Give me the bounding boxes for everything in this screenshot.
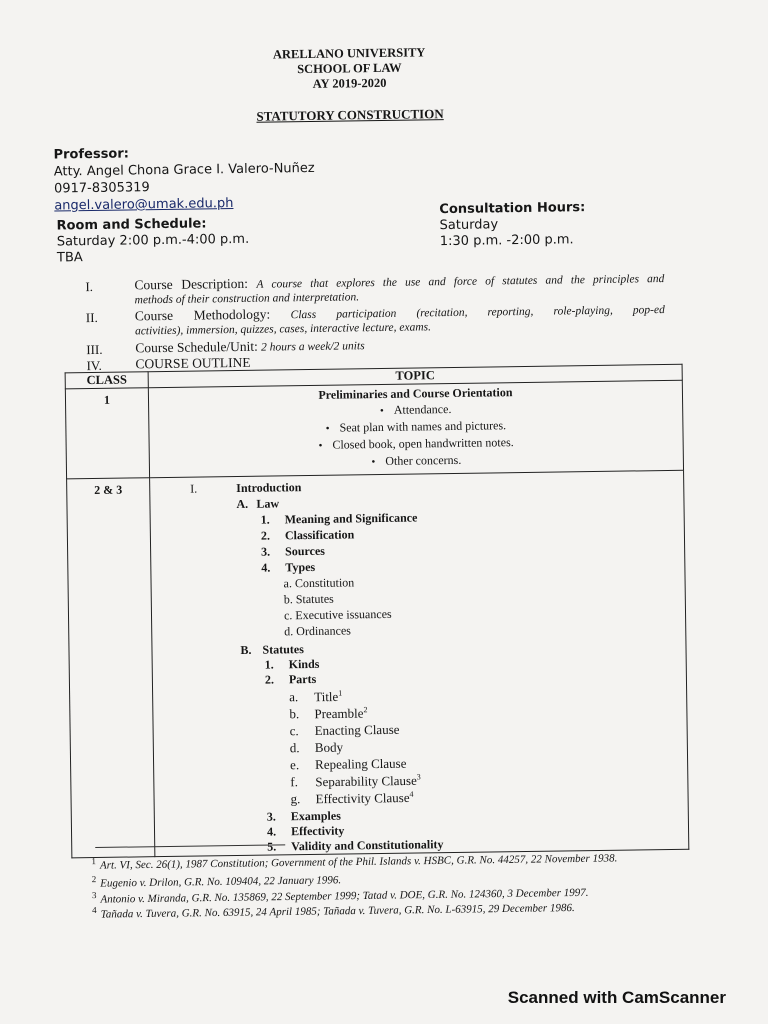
section-number: III.	[86, 341, 103, 358]
university-name: ARELLANO UNIVERSITY	[272, 45, 426, 62]
subtopic-letter: A.	[236, 496, 249, 512]
list-item: Title$^1$	[314, 688, 343, 705]
part-letter: g.	[290, 791, 301, 807]
section-title: COURSE OUTLINE	[135, 354, 251, 372]
list-item: Types	[285, 559, 316, 575]
footnote: $^4$ Tañada v. Tuvera, G.R. No. 63915, 24 April 1985; Tañada v. Tuvera, G.R. No. L-63915, 29 December 1986.	[92, 901, 575, 921]
list-item: Repealing Clause	[314, 755, 407, 772]
professor-email: angel.valero@umak.edu.ph	[54, 196, 234, 214]
consultation-time: 1:30 p.m. -2:00 p.m.	[439, 232, 574, 250]
list-item: Enacting Clause	[314, 721, 400, 738]
item-number: 4.	[261, 560, 271, 575]
part-letter: a.	[289, 689, 299, 705]
column-header-class: CLASS	[65, 372, 148, 389]
course-title: STATUTORY CONSTRUCTION	[256, 106, 444, 124]
list-item: • Attendance.	[149, 398, 682, 422]
list-item: Parts	[288, 671, 317, 687]
item-number: 4.	[266, 824, 277, 839]
list-item: Examples	[290, 808, 341, 824]
section-number: II.	[85, 309, 98, 326]
list-item: • Other concerns.	[150, 449, 683, 473]
list-item: d. Ordinances	[284, 623, 351, 639]
column-header-topic: TOPIC	[148, 364, 682, 387]
item-number: 1.	[264, 657, 274, 672]
academic-year: AY 2019-2020	[312, 75, 387, 91]
camscanner-watermark: Scanned with CamScanner	[507, 988, 726, 1007]
professor-name: Atty. Angel Chona Grace I. Valero-Nuñez	[53, 160, 315, 180]
section-text: 2 hours a week/2 units	[261, 340, 365, 354]
document-header	[194, 44, 505, 93]
list-item: Meaning and Significance	[284, 510, 418, 527]
subtopic-title: Statutes	[262, 642, 304, 657]
list-item: a. Constitution	[283, 575, 355, 591]
consultation-block	[439, 200, 586, 250]
professor-phone: 0917-8305319	[53, 180, 150, 197]
table-row	[65, 380, 683, 479]
list-item: Classification	[284, 527, 355, 543]
list-item: Validity and Constitutionality	[291, 837, 444, 854]
professor-label: Professor:	[53, 146, 130, 163]
list-item: Preamble$^2$	[314, 705, 368, 722]
section-text: A course that explores the use and force of statutes and the principles and	[256, 273, 665, 291]
consultation-label: Consultation Hours:	[439, 200, 586, 218]
section-text: Class participation (recitation, reporting, role-playing, pop-ed	[290, 304, 665, 322]
footnote-ref: 3	[416, 772, 421, 782]
footnote: $^2$ Eugenio v. Drilon, G.R. No. 109404, 22 January 1996.	[91, 874, 342, 890]
list-item: Separability Clause$^3$	[315, 772, 421, 790]
section-text-cont: methods of their construction and interpretation.	[134, 291, 360, 307]
part-letter: f.	[290, 774, 299, 790]
topic-title: Preliminaries and Course Orientation	[318, 385, 513, 402]
subtopic-letter: B.	[240, 642, 252, 657]
item-number: 3.	[261, 544, 271, 559]
class-number: 1	[65, 388, 149, 479]
footnote: $^1$ Art. VI, Sec. 26(1), 1987 Constitution; Government of the Phil. Islands v. HSBC, G.R. No. 44257, 22 November 1938.	[91, 852, 618, 872]
topic-title: Introduction	[236, 480, 302, 496]
item-number: 5.	[267, 839, 277, 854]
list-item: Sources	[285, 543, 326, 559]
subtopic-title: Law	[256, 496, 280, 511]
room-schedule-label: Room and Schedule:	[56, 216, 207, 234]
list-item: Kinds	[288, 656, 320, 672]
list-item: c. Executive issuances	[283, 606, 392, 623]
consultation-day: Saturday	[439, 217, 499, 234]
list-item: Effectivity Clause$^4$	[315, 789, 414, 807]
professor-block	[53, 143, 315, 215]
room-schedule-block	[56, 216, 249, 267]
item-number: 1.	[260, 512, 270, 527]
part-letter: c.	[289, 723, 299, 739]
table-row	[67, 470, 689, 858]
item-number: 2.	[264, 672, 275, 687]
list-item: • Seat plan with names and pictures.	[149, 415, 682, 439]
class-number: 2 & 3	[67, 478, 155, 858]
list-item: Effectivity	[290, 823, 345, 839]
schedule-time: Saturday 2:00 p.m.-4:00 p.m.	[56, 231, 250, 250]
list-item: b. Statutes	[283, 591, 334, 607]
course-outline-table	[65, 364, 690, 859]
section-title: Course Methodology:	[134, 306, 271, 324]
footnote-ref: 2	[363, 705, 368, 715]
section-text-cont: activities), immersion, quizzes, cases, interactive lecture, exams.	[134, 321, 432, 338]
part-letter: d.	[289, 740, 300, 756]
item-number: 2.	[260, 528, 271, 543]
section-title: Course Description:	[134, 275, 249, 293]
part-letter: e.	[290, 757, 300, 773]
section-number: IV.	[86, 357, 102, 374]
item-number: 3.	[266, 809, 276, 824]
footnote: $^3$ Antonio v. Miranda, G.R. No. 135869, 22 September 1999; Tatad v. DOE, G.R. No. 124360, 3 December 1997.	[91, 886, 589, 906]
footnote-ref: 1	[338, 688, 343, 698]
list-item: • Closed book, open handwritten notes.	[150, 432, 683, 456]
topic-cell	[150, 470, 689, 856]
topic-roman: I.	[190, 481, 198, 496]
footnote-ref: 4	[409, 789, 414, 799]
school-name: SCHOOL OF LAW	[297, 60, 402, 77]
section-number: I.	[85, 278, 94, 295]
room-value: TBA	[56, 250, 83, 266]
section-title: Course Schedule/Unit:	[135, 338, 258, 356]
list-item: Body	[314, 739, 344, 755]
part-letter: b.	[289, 706, 300, 722]
